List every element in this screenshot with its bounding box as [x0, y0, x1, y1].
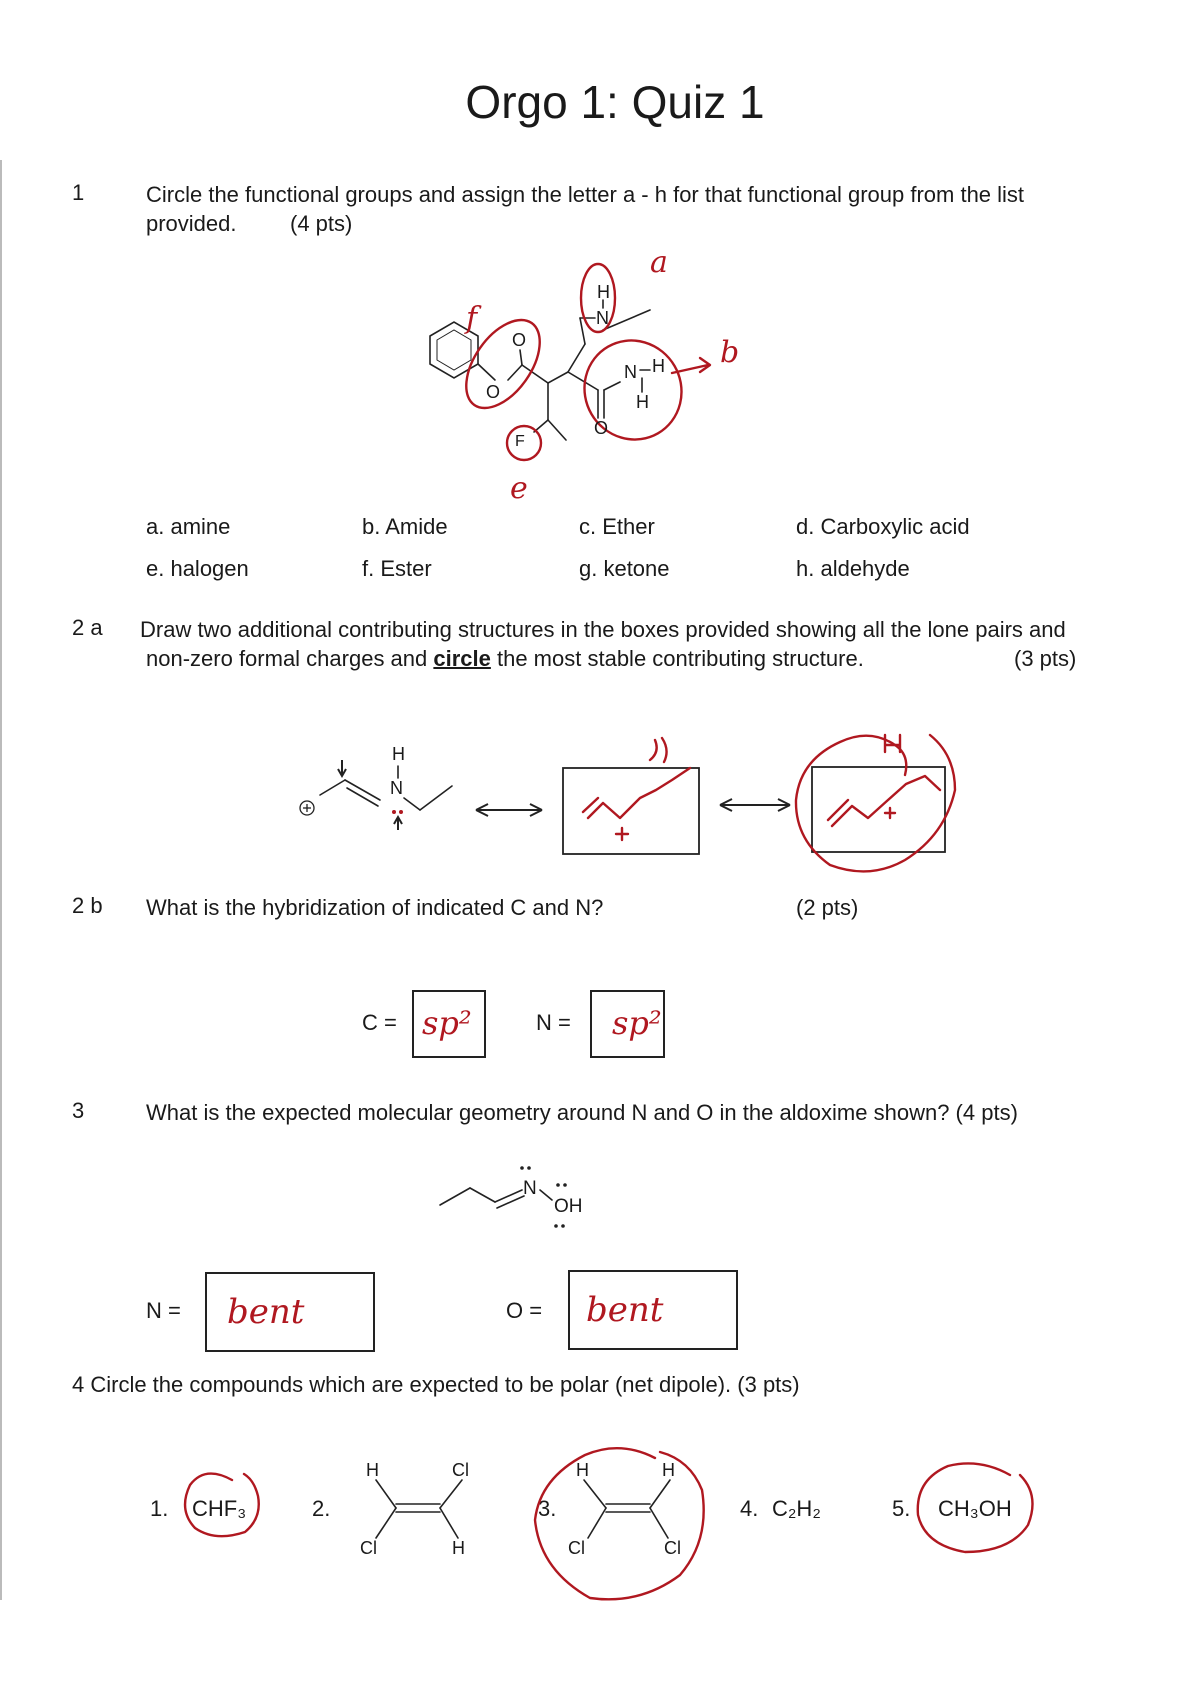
q2b-c-answer: sp²	[422, 1004, 472, 1042]
q3-o-label: O =	[506, 1298, 543, 1323]
q2a-text-line2: non-zero formal charges and circle the most stable contributing structure.	[146, 646, 864, 671]
q4-c3-atom-h-left: H	[576, 1460, 589, 1480]
q3-n-label: N =	[146, 1298, 181, 1323]
q4-text: 4 Circle the compounds which are expected to be polar (net dipole). (3 pts)	[72, 1372, 800, 1397]
q2b-n-label: N =	[536, 1010, 571, 1035]
option-f: f. Ester	[362, 556, 432, 581]
q3-o-answer: bent	[586, 1290, 664, 1330]
q4-c3-atom-cl-right: Cl	[664, 1538, 681, 1558]
option-g: g. ketone	[579, 556, 670, 581]
q2a-number: 2 a	[72, 615, 103, 640]
q2a-atom-n: N	[390, 778, 403, 798]
q1-atom-n1: N	[596, 308, 609, 328]
q1-answer-a: a	[650, 245, 668, 280]
q4-c3-atom-h-right: H	[662, 1460, 675, 1480]
q3-text: What is the expected molecular geometry around N and O in the aldoxime shown? (4 pts)	[146, 1100, 1018, 1125]
q1-atom-h2: H	[652, 356, 665, 376]
q4-c4-number: 4.	[740, 1496, 759, 1521]
q2a-atom-h: H	[392, 744, 405, 764]
q1-atom-o2: O	[486, 382, 501, 402]
q1-number: 1	[72, 180, 85, 205]
q4-c3-atom-cl-left: Cl	[568, 1538, 585, 1558]
q2b-text: What is the hybridization of indicated C and N?	[146, 895, 604, 920]
q4-c2-atom-cl-bottom: Cl	[360, 1538, 377, 1558]
q4-c2-number: 2.	[312, 1496, 331, 1521]
q1-atom-h1: H	[597, 282, 610, 302]
q2b-number: 2 b	[72, 893, 103, 918]
q3-number: 3	[72, 1098, 85, 1123]
q1-answer-e: e	[510, 471, 528, 506]
q4-c1-number: 1.	[150, 1496, 169, 1521]
option-e: e. halogen	[146, 556, 249, 581]
q1-atom-o3: O	[594, 418, 609, 438]
q1-points: (4 pts)	[290, 211, 353, 236]
q4-compound-1: CHF₃	[192, 1496, 247, 1521]
option-b: b. Amide	[362, 514, 448, 539]
q1-atom-o1: O	[512, 330, 527, 350]
q2a-text: Draw two additional contributing structures in the boxes provided showing all the lone pairs and	[140, 617, 1066, 642]
q1-atom-f: F	[515, 433, 525, 450]
q1-atom-h3: H	[636, 392, 649, 412]
q2a-points: (3 pts)	[1014, 646, 1077, 671]
q1-answer-f: f	[466, 301, 478, 336]
q4-c5-number: 5.	[892, 1496, 911, 1521]
q4-c2-atom-h-top: H	[366, 1460, 379, 1480]
q4-c3-number: 3.	[538, 1496, 557, 1521]
q1-text: Circle the functional groups and assign the letter a - h for that functional group from the list	[146, 182, 1025, 207]
q1-atom-n2: N	[624, 362, 637, 382]
page-title: Orgo 1: Quiz 1	[465, 76, 765, 128]
option-d: d. Carboxylic acid	[796, 514, 970, 539]
q2b-c-label: C =	[362, 1010, 397, 1035]
option-a: a. amine	[146, 514, 231, 539]
q1-text-line2: provided.	[146, 211, 237, 236]
option-h: h. aldehyde	[796, 556, 910, 581]
q4-c2-atom-h-bottom: H	[452, 1538, 465, 1558]
q4-compound-5: CH₃OH	[938, 1496, 1012, 1521]
q3-atom-n: N	[523, 1178, 537, 1199]
q2b-points: (2 pts)	[796, 895, 859, 920]
q4-c2-atom-cl-top: Cl	[452, 1460, 469, 1480]
option-c: c. Ether	[579, 514, 655, 539]
q2b-n-answer: sp²	[612, 1004, 662, 1042]
q3-n-answer: bent	[227, 1292, 305, 1332]
q1-answer-b: b	[720, 335, 740, 370]
q4-compound-4: C₂H₂	[772, 1496, 821, 1521]
q3-atom-oh: OH	[554, 1196, 583, 1217]
